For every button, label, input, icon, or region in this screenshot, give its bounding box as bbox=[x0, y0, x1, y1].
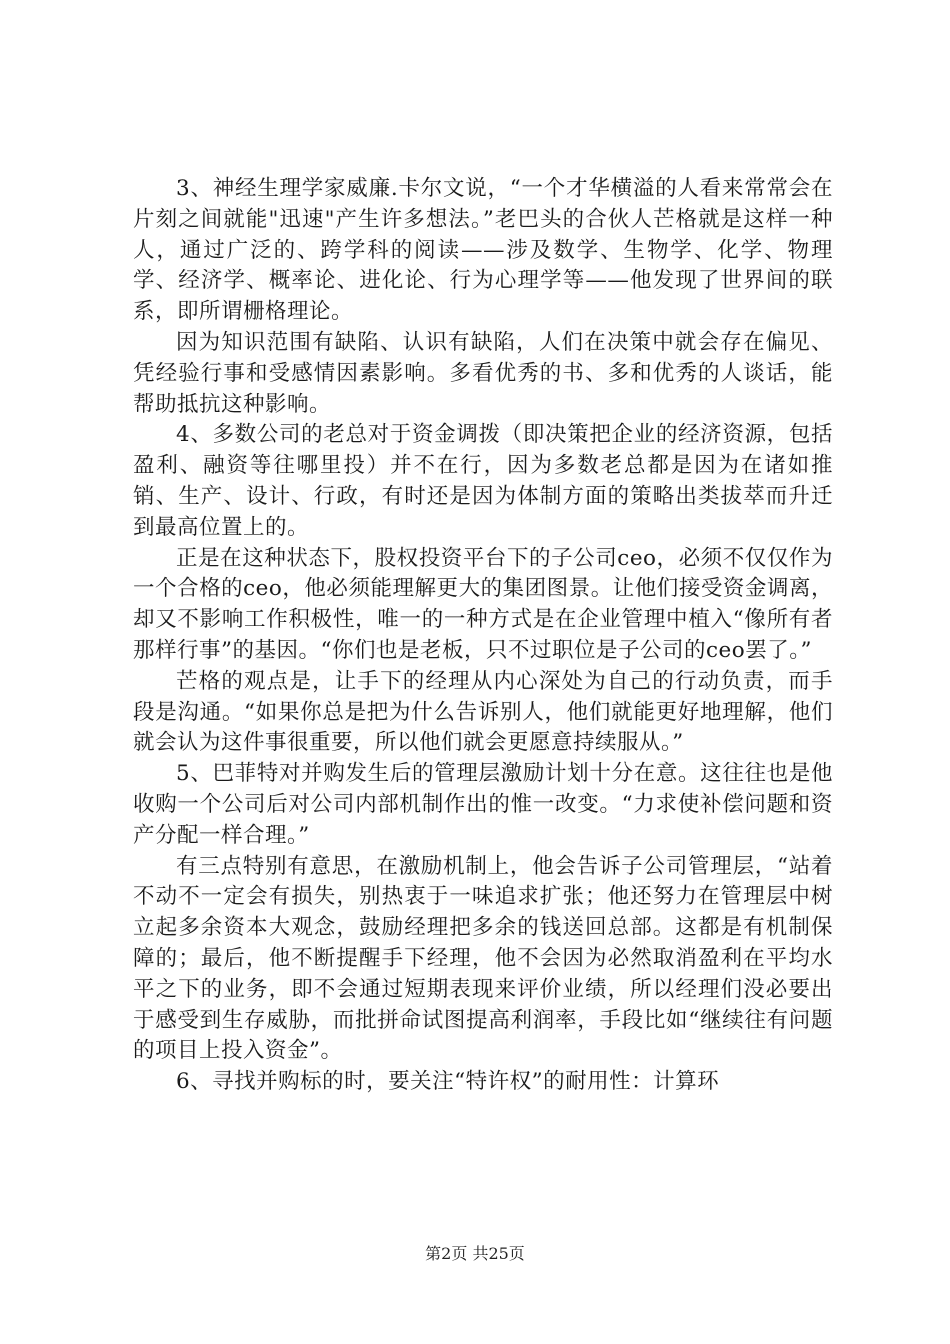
paragraph-point-5: 5、巴菲特对并购发生后的管理层激励计划十分在意。这往往也是他收购一个公司后对公司内部机制作出的惟一改变。“力求使补偿问题和资产分配一样合理。” bbox=[133, 761, 833, 848]
paragraph-point-3: 3、神经生理学家威廉.卡尔文说，“一个才华横溢的人看来常常会在片刻之间就能"迅速"产生许多想法。”老巴头的合伙人芒格就是这样一种人，通过广泛的、跨学科的阅读——涉及数学、生物学、化学、物理学、经济学、概率论、进化论、行为心理学等——他发现了世界间的联系，即所谓栅格理论。 bbox=[133, 176, 833, 325]
paragraph-subsidiary-ceo: 正是在这种状态下，股权投资平台下的子公司ceo，必须不仅仅作为一个合格的ceo，他必须能理解更大的集团图景。让他们接受资金调离，却又不影响工作积极性，唯一的一种方式是在企业管理中植入“像所有者那样行事”的基因。“你们也是老板，只不过职位是子公司的ceo罢了。” bbox=[133, 545, 833, 663]
paragraph-point-6: 6、寻找并购标的时，要关注“特许权”的耐用性：计算环 bbox=[176, 1069, 720, 1095]
page-number-footer: 第2页 共25页 bbox=[425, 1244, 525, 1263]
paragraph-incentives: 有三点特别有意思，在激励机制上，他会告诉子公司管理层，“站着不动不一定会有损失，别热衷于一味追求扩张；他还努力在管理层中树立起多余资本大观念，鼓励经理把多余的钱送回总部。这都是有机制保障的；最后，他不断提醒手下经理，他不会因为必然取消盈利在平均水平之下的业务，即不会通过短期表现来评价业绩，所以经理们没必要出于感受到生存威胁，而批拼命试图提高利润率，手段比如“继续往有问题的项目上投入资金”。 bbox=[133, 853, 833, 1064]
paragraph-munger-view: 芒格的观点是，让手下的经理从内心深处为自己的行动负责，而手段是沟通。“如果你总是把为什么告诉别人，他们就能更好地理解，他们就会认为这件事很重要，所以他们就会更愿意持续服从。” bbox=[133, 668, 833, 756]
paragraph-point-4: 4、多数公司的老总对于资金调拨（即决策把企业的经济资源，包括盈利、融资等往哪里投）并不在行，因为多数老总都是因为在诸如推销、生产、设计、行政，有时还是因为体制方面的策略出类拔萃而升迁到最高位置上的。 bbox=[133, 422, 833, 540]
body-text bbox=[133, 174, 833, 1098]
paragraph-knowledge-defects: 因为知识范围有缺陷、认识有缺陷，人们在决策中就会存在偏见、凭经验行事和受感情因素影响。多看优秀的书、多和优秀的人谈话，能帮助抵抗这种影响。 bbox=[133, 329, 833, 417]
